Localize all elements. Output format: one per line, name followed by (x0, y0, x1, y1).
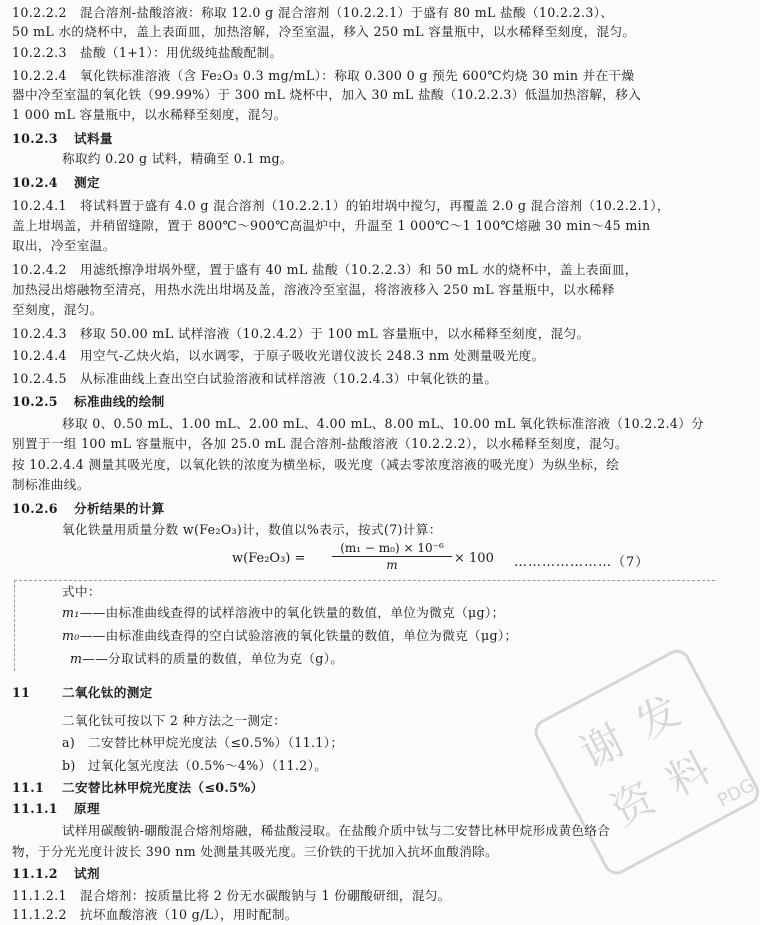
formula-numerator: (m₁ − m₀) × 10⁻⁶ (332, 541, 452, 557)
principle-line-2: 物，于分光光度计波长 390 nm 处测量其吸光度。三价铁的干扰加入抗坏血酸消除。 (12, 844, 499, 859)
formula-lhs: w(Fe₂O₃) = (232, 551, 306, 566)
clause-text: 至刻度，混匀。 (12, 302, 103, 317)
formula-denominator: m (386, 558, 398, 572)
formula-multiplier: × 100 (454, 551, 494, 566)
clause-text: 按 10.2.4.4 测量其吸光度，以氧化铁的浓度为横坐标，吸光度（减去零浓度溶液的吸光度）为纵坐标，绘 (12, 457, 620, 472)
clause-10-2-4-5: 10.2.4.5 从标准曲线上查出空白试验溶液和试样溶液（10.2.4.3）中氧化铁的量。 (12, 371, 498, 386)
stamp-char-1: 谢 (572, 715, 633, 779)
heading-10-2-6: 10.2.6 分析结果的计算 (12, 501, 165, 516)
stamp-char-2: 发 (627, 685, 688, 749)
section11-intro: 二氧化钛可按以下 2 种方法之一测定： (62, 713, 287, 728)
clause-text: 称取约 0.20 g 试料，精确至 0.1 mg。 (62, 151, 293, 166)
clause-text: 别置于一组 100 mL 容量瓶中，各加 25.0 mL 混合溶剂-盐酸溶液（10.2.2.2），以水稀释至刻度，混匀。 (12, 436, 628, 451)
where-item-m: m——分取试料的质量的数值，单位为克（g）。 (70, 651, 344, 666)
where-label: 式中： (62, 584, 101, 599)
clause-10-2-4-4: 10.2.4.4 用空气-乙炔火焰，以水调零，于原子吸收光谱仪波长 248.3 nm 处测量吸光度。 (12, 348, 545, 363)
clause-text: 移取 0、0.50 mL、1.00 mL、2.00 mL、4.00 mL、8.00 mL、10.00 mL 氧化铁标准溶液（10.2.2.4）分 (62, 416, 705, 431)
heading-10-2-3: 10.2.3 试料量 (12, 131, 113, 146)
clause-text: 氧化铁量用质量分数 w(Fe₂O₃)计，数值以%表示，按式(7)计算： (62, 522, 442, 537)
clause-10-2-4-3: 10.2.4.3 移取 50.00 mL 试样溶液（10.2.4.2）于 100 mL 容量瓶中，以水稀释至刻度，混匀。 (12, 326, 590, 341)
clause-text: 盖上坩埚盖，并稍留缝隙，置于 800℃～900℃高温炉中，升温至 1 000℃～1 100℃熔融 30 min～45 min (12, 218, 651, 233)
clause-10-2-2-2: 10.2.2.2 混合溶剂-盐酸溶液：称取 12.0 g 混合溶剂（10.2.2.1）于盛有 80 mL 盐酸（10.2.2.3）、 (12, 5, 614, 20)
formula-7 (232, 541, 702, 577)
stamp-char-3: 资 (602, 772, 663, 836)
stamp-corner-text: PDG (714, 774, 759, 812)
formula-number: …………………（7） (514, 555, 650, 570)
heading-10-2-4: 10.2.4 测定 (12, 175, 100, 190)
principle-line-1: 试样用碳酸钠-硼酸混合熔剂熔融，稀盐酸浸取。在盐酸介质中钛与二安替比林甲烷形成黄色络合 (62, 823, 611, 838)
clause-10-2-4-2: 10.2.4.2 用滤纸擦净坩埚外壁，置于盛有 40 mL 盐酸（10.2.2.3）和 50 mL 水的烧杯中，盖上表面皿， (12, 262, 638, 277)
clause-text: 50 mL 水的烧杯中，盖上表面皿，加热溶解，冷至室温，移入 250 mL 容量瓶中，以水稀释至刻度，混匀。 (12, 24, 636, 39)
formula-fraction (332, 541, 452, 572)
clause-11-1-2-2: 11.1.2.2 抗坏血酸溶液（10 g/L），用时配制。 (12, 907, 298, 922)
where-item-m1: m₁——由标准曲线查得的试样溶液中的氧化铁量的数值，单位为微克（μg）； (62, 605, 505, 620)
clause-text: 1 000 mL 容量瓶中，以水稀释至刻度，混匀。 (12, 107, 287, 122)
clause-11-1-2-1: 11.1.2.1 混合熔剂：按质量比将 2 份无水碳酸钠与 1 份硼酸研细，混匀。 (12, 888, 451, 903)
option-a: a) 二安替比林甲烷光度法（≤0.5%）（11.1）； (62, 735, 344, 750)
clause-10-2-2-3: 10.2.2.3 盐酸（1+1）：用优级纯盐酸配制。 (12, 45, 283, 60)
heading-10-2-5: 10.2.5 标准曲线的绘制 (12, 394, 165, 409)
heading-11: 11 二氧化钛的测定 (12, 685, 153, 700)
clause-10-2-2-4: 10.2.2.4 氧化铁标准溶液（含 Fe₂O₃ 0.3 mg/mL）：称取 0.300 0 g 预先 600℃灼烧 30 min 并在干燥 (12, 68, 635, 83)
clause-text: 制标准曲线。 (12, 477, 90, 492)
clause-10-2-4-1: 10.2.4.1 将试料置于盛有 4.0 g 混合溶剂（10.2.2.1）的铂坩埚中搅匀，再覆盖 2.0 g 混合溶剂（10.2.2.1）， (12, 198, 670, 213)
heading-11-1-1: 11.1.1 原理 (12, 801, 100, 816)
clause-text: 取出，冷至室温。 (12, 238, 116, 253)
clause-text: 加热浸出熔融物至清亮，用热水洗出坩埚及盖，溶液冷至室温，将溶液移入 250 mL 容量瓶中，以水稀释 (12, 282, 615, 297)
where-item-m0: m₀——由标准曲线查得的空白试验溶液的氧化铁量的数值，单位为微克（μg）； (62, 628, 518, 643)
stamp-char-4: 料 (658, 742, 719, 806)
heading-11-1-2: 11.1.2 试剂 (12, 866, 100, 881)
option-b: b) 过氧化氢光度法（0.5%～4%）（11.2）。 (62, 758, 328, 773)
heading-11-1: 11.1 二安替比林甲烷光度法（≤0.5%） (12, 780, 264, 795)
clause-text: 器中冷至室温的氧化铁（99.99%）于 300 mL 烧杯中，加入 30 mL 盐酸（10.2.2.3）低温加热溶解，移入 (12, 87, 642, 102)
